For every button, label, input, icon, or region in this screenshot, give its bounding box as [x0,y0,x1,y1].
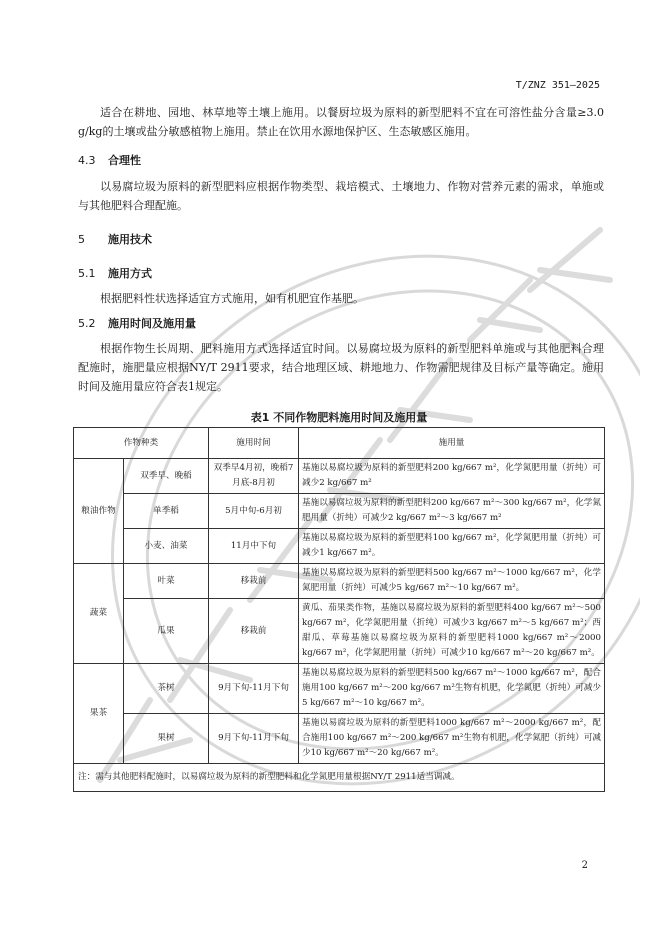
time-cell: 移栽前 [209,599,299,664]
heading-title: 施用技术 [108,233,152,246]
heading-5-1 [78,265,152,281]
crop-cell: 小麦、油菜 [124,529,209,564]
paragraph-rationality: 以易腐垃圾为原料的新型肥料应根据作物类型、栽培模式、土壤地力、作物对营养元素的需求，单施或与其他肥料合理配施。 [78,180,604,212]
fertilizer-table [73,427,605,792]
crop-cell: 单季稻 [124,494,209,529]
header-time: 施用时间 [209,428,299,459]
amount-cell: 黄瓜、茄果类作物，基施以易腐垃圾为原料的新型肥料400 kg/667 m²～500 kg/667 m²，化学氮肥用量（折纯）可减少3 kg/667 m²～5 kg/667 m²；西甜瓜、草莓基施以易腐垃圾为原料的新型肥料1000 kg/667 m²～2000 kg/667 m²，化学氮肥用量（折纯）可减少10 kg/667 m²～20 kg/667 m²。 [299,599,605,664]
amount-cell: 基施以易腐垃圾为原料的新型肥料200 kg/667 m²，化学氮肥用量（折纯）可减少2 kg/667 m² [299,459,605,494]
heading-number: 5.2 [78,317,96,330]
table-row [74,529,605,564]
table-header-row [74,428,605,459]
group-grain: 粮油作物 [74,459,124,564]
standard-code: T/ZNZ 351—2025 [515,80,600,91]
table-row [74,714,605,764]
time-cell: 5月中旬-6月初 [209,494,299,529]
heading-number: 4.3 [78,154,96,167]
heading-title: 施用方式 [108,267,152,280]
table-note-row [74,764,605,792]
time-cell: 9月下旬-11月下旬 [209,664,299,714]
amount-cell: 基施以易腐垃圾为原料的新型肥料500 kg/667 m²～1000 kg/667 m²，配合施用100 kg/667 m²～200 kg/667 m²生物有机肥，化学氮肥（折纯）可减少5 kg/667 m²～10 kg/667 m²。 [299,664,605,714]
amount-cell: 基施以易腐垃圾为原料的新型肥料500 kg/667 m²～1000 kg/667 m²，化学氮肥用量（折纯）可减少5 kg/667 m²～10 kg/667 m²。 [299,564,605,599]
group-veg: 蔬菜 [74,564,124,664]
table-row [74,459,605,494]
heading-4-3 [78,152,141,168]
heading-title: 合理性 [108,154,141,167]
paragraph-applicability: 适合在耕地、园地、林草地等土壤上施用。以餐厨垃圾为原料的新型肥料不宜在可溶性盐分含量≥3.0 g/kg的土壤或盐分敏感植物上施用。禁止在饮用水源地保护区、生态敏感区施用。 [78,106,604,138]
heading-5 [78,231,152,247]
amount-cell: 基施以易腐垃圾为原料的新型肥料100 kg/667 m²，化学氮肥用量（折纯）可减少1 kg/667 m²。 [299,529,605,564]
heading-title: 施用时间及施用量 [108,317,196,330]
crop-cell: 双季早、晚稻 [124,459,209,494]
page-number: 2 [581,860,588,871]
crop-cell: 果树 [124,714,209,764]
time-cell: 双季早4月初，晚稻7月底-8月初 [209,459,299,494]
table-row [74,664,605,714]
heading-number: 5 [78,233,85,246]
crop-cell: 瓜果 [124,599,209,664]
time-cell: 9月下旬-11月下旬 [209,714,299,764]
paragraph-method: 根据肥料性状选择适宜方式施用，如有机肥宜作基肥。 [100,292,364,305]
header-amount: 施用量 [299,428,605,459]
crop-cell: 茶树 [124,664,209,714]
group-fruit: 果茶 [74,664,124,764]
heading-5-2 [78,315,196,331]
heading-number: 5.1 [78,267,96,280]
paragraph-timing: 根据作物生长周期、肥料施用方式选择适宜时间。以易腐垃圾为原料的新型肥料单施或与其他肥料合理配施时，施肥量应根据NY/T 2911要求，结合地理区域、耕地地力、作物需肥规律及目标产量等确定。施用时间及施用量应符合表1规定。 [78,342,604,393]
time-cell: 移栽前 [209,564,299,599]
amount-cell: 基施以易腐垃圾为原料的新型肥料200 kg/667 m²～300 kg/667 m²，化学氮肥用量（折纯）可减少2 kg/667 m²～3 kg/667 m² [299,494,605,529]
table-caption: 表1 不同作物肥料施用时间及施用量 [250,411,428,424]
time-cell: 11月中下旬 [209,529,299,564]
table-row [74,494,605,529]
amount-cell: 基施以易腐垃圾为原料的新型肥料1000 kg/667 m²～2000 kg/667 m²，配合施用100 kg/667 m²～200 kg/667 m²生物有机肥，化学氮肥（折纯）可减少10 kg/667 m²～20 kg/667 m²。 [299,714,605,764]
crop-cell: 叶菜 [124,564,209,599]
table-row [74,599,605,664]
table-note: 注：需与其他肥料配施时，以易腐垃圾为原料的新型肥料和化学氮肥用量根据NY/T 2911适当调减。 [74,764,605,792]
table-row [74,564,605,599]
header-crop: 作物种类 [74,428,209,459]
